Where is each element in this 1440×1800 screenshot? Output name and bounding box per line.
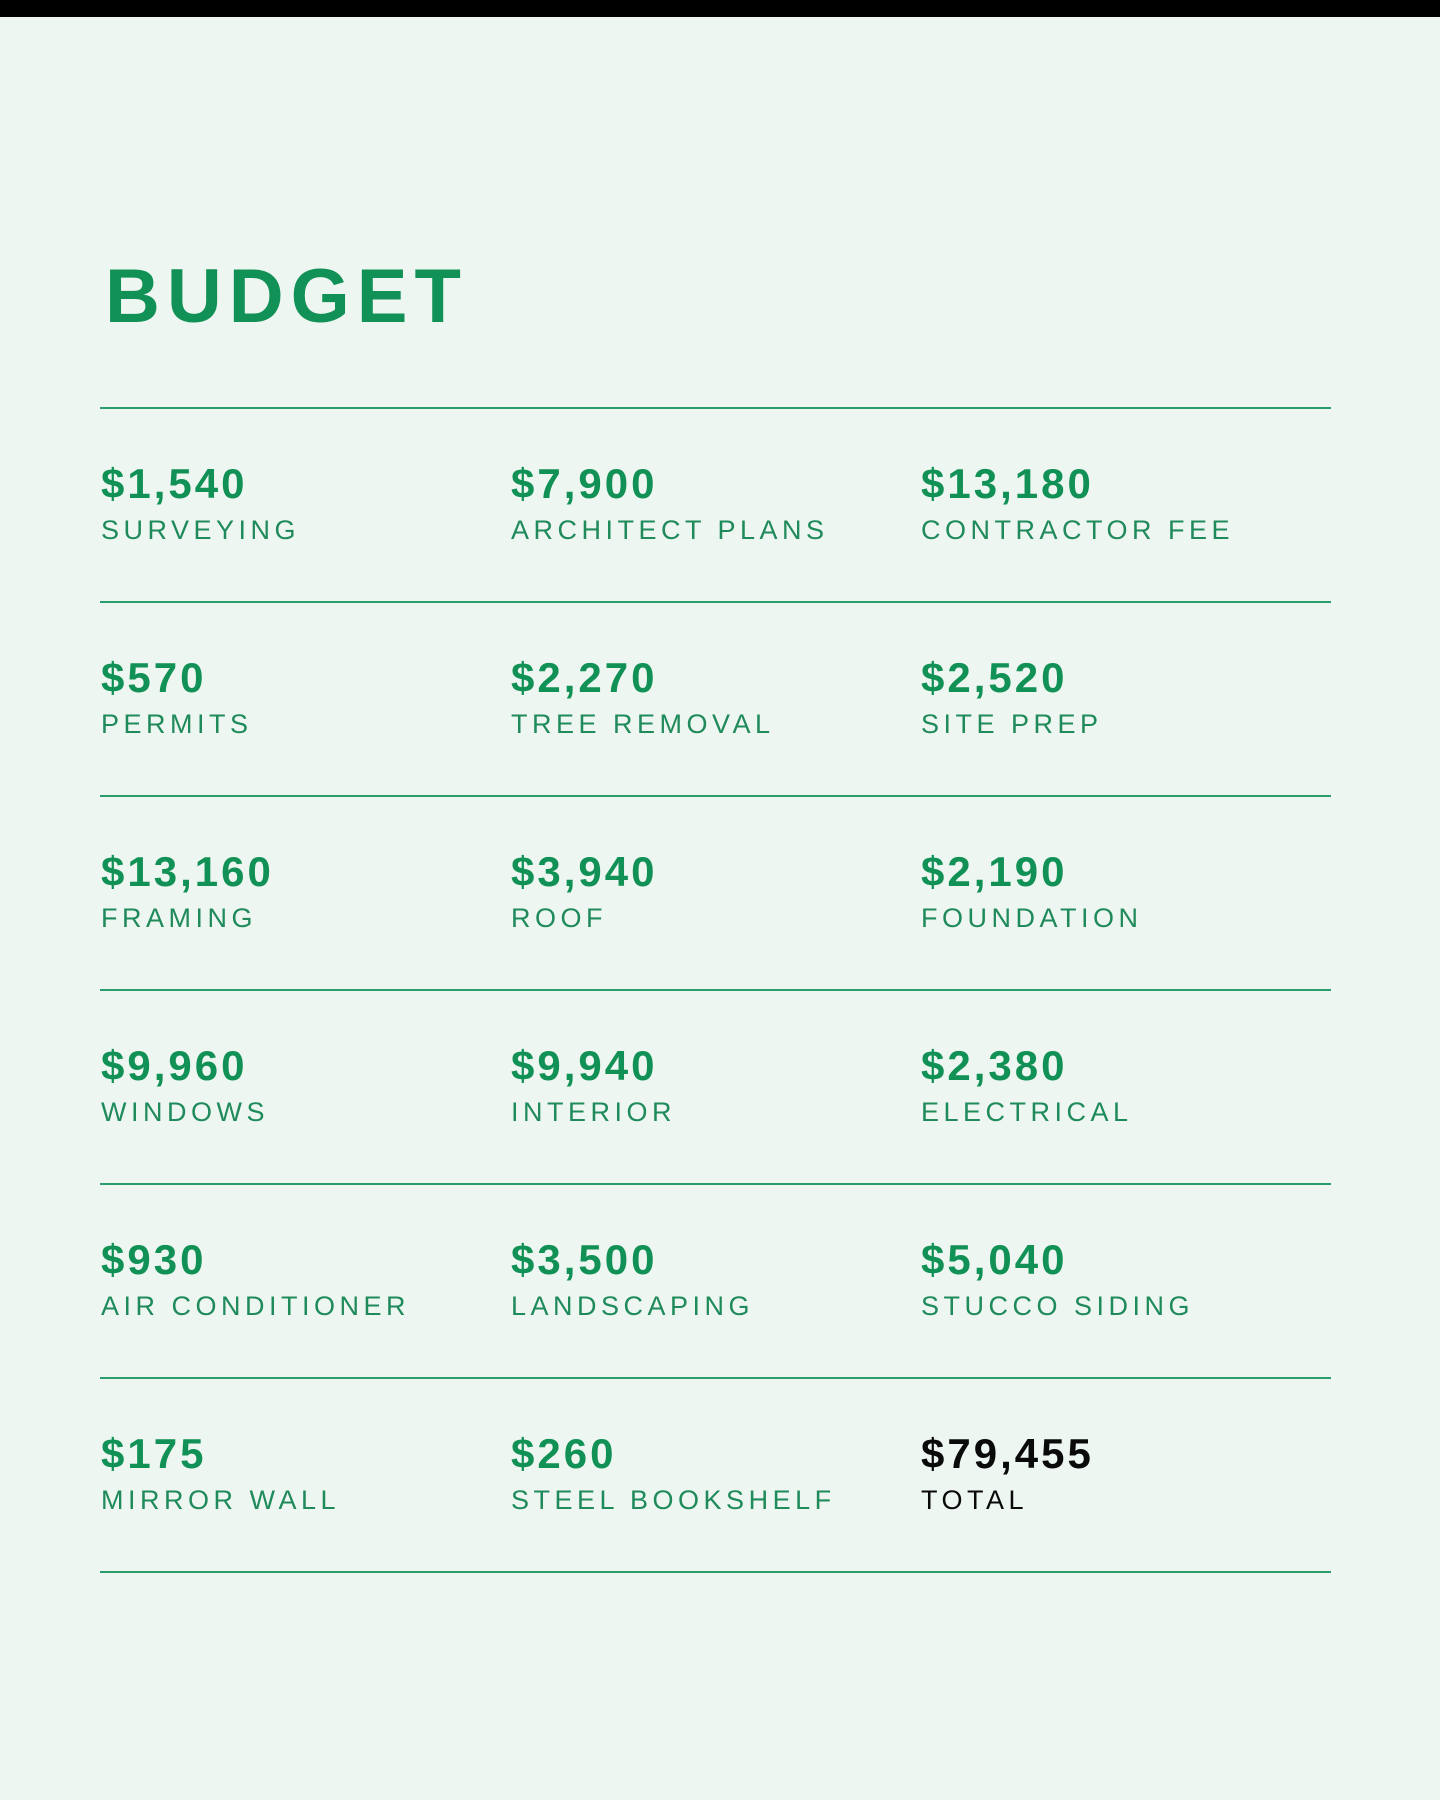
budget-item [510,991,920,1129]
item-label: SITE PREP [921,709,1103,739]
budget-item [920,797,1331,935]
top-bar [0,0,1440,17]
item-label: STUCCO SIDING [921,1291,1195,1321]
item-amount: $13,160 [101,848,274,895]
item-amount: $13,180 [921,460,1094,507]
item-label: ARCHITECT PLANS [511,515,829,545]
item-label: SURVEYING [101,515,301,545]
item-amount: $3,940 [511,848,658,895]
item-label: AIR CONDITIONER [101,1291,411,1321]
item-label: WINDOWS [101,1097,269,1127]
item-label: TREE REMOVAL [511,709,775,739]
item-amount: $5,040 [921,1236,1068,1283]
item-amount: $930 [101,1236,207,1283]
budget-item [100,603,510,741]
divider [100,1571,1331,1573]
item-amount: $1,540 [101,460,248,507]
item-label: ROOF [511,903,607,933]
item-label: ELECTRICAL [921,1097,1133,1127]
page-title: BUDGET [105,254,468,339]
item-amount: $260 [511,1430,617,1477]
item-label: LANDSCAPING [511,1291,755,1321]
budget-item [510,1185,920,1323]
budget-item [510,1379,920,1517]
item-amount: $9,960 [101,1042,248,1089]
budget-item [100,991,510,1129]
budget-table [100,407,1331,1573]
item-label: STEEL BOOKSHELF [511,1485,836,1515]
item-amount: $175 [101,1430,207,1477]
budget-row [100,603,1331,795]
item-amount: $2,190 [921,848,1068,895]
item-amount: $7,900 [511,460,658,507]
total-label: TOTAL [921,1485,1029,1515]
budget-item [100,1185,510,1323]
budget-row [100,1185,1331,1377]
budget-item [920,603,1331,741]
item-label: FRAMING [101,903,257,933]
budget-total [920,1379,1331,1517]
budget-row [100,797,1331,989]
budget-item [100,1379,510,1517]
item-amount: $2,520 [921,654,1068,701]
item-label: PERMITS [101,709,253,739]
item-amount: $570 [101,654,207,701]
budget-item [100,797,510,935]
budget-item [510,603,920,741]
budget-row [100,409,1331,601]
budget-item [920,991,1331,1129]
item-amount: $2,380 [921,1042,1068,1089]
budget-item [510,797,920,935]
budget-row [100,1379,1331,1571]
item-label: CONTRACTOR FEE [921,515,1235,545]
item-amount: $3,500 [511,1236,658,1283]
budget-row [100,991,1331,1183]
budget-item [920,409,1331,547]
item-amount: $9,940 [511,1042,658,1089]
item-amount: $2,270 [511,654,658,701]
budget-item [920,1185,1331,1323]
item-label: FOUNDATION [921,903,1143,933]
budget-item [100,409,510,547]
item-label: MIRROR WALL [101,1485,341,1515]
total-amount: $79,455 [921,1430,1094,1477]
budget-item [510,409,920,547]
item-label: INTERIOR [511,1097,677,1127]
